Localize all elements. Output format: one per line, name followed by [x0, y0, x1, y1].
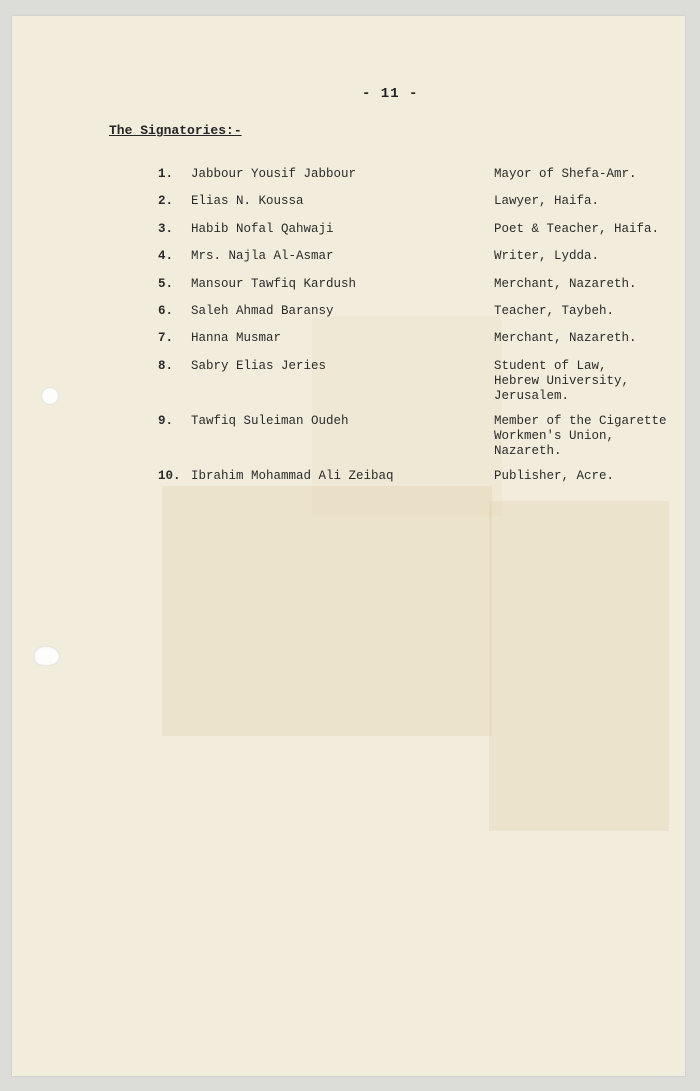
- signatory-name: Tawfiq Suleiman Oudeh: [191, 414, 349, 428]
- signatory-role: Writer, Lydda.: [494, 249, 600, 263]
- punch-hole: [41, 387, 59, 405]
- paper-stain: [162, 486, 492, 736]
- signatory-role: Merchant, Nazareth.: [494, 331, 637, 345]
- signatory-role: Poet & Teacher, Haifa.: [494, 222, 660, 236]
- signatory-number: 4.: [158, 249, 174, 263]
- signatory-number: 9.: [158, 414, 174, 428]
- signatory-name: Habib Nofal Qahwaji: [191, 222, 334, 236]
- signatory-name: Saleh Ahmad Baransy: [191, 304, 334, 318]
- signatory-number: 10.: [158, 469, 181, 483]
- signatory-role: Member of the Cigarette Workmen's Union, Nazareth.: [494, 414, 667, 458]
- punch-hole: [34, 646, 60, 666]
- signatory-number: 6.: [158, 304, 174, 318]
- signatory-number: 1.: [158, 167, 174, 181]
- signatory-name: Elias N. Koussa: [191, 194, 304, 208]
- signatory-name: Jabbour Yousif Jabbour: [191, 167, 357, 181]
- signatory-name: Sabry Elias Jeries: [191, 359, 327, 373]
- signatory-role: Mayor of Shefa-Amr.: [494, 167, 637, 181]
- signatory-role: Student of Law, Hebrew University, Jerusalem.: [494, 359, 630, 403]
- signatory-number: 5.: [158, 277, 174, 291]
- signatory-number: 2.: [158, 194, 174, 208]
- signatory-name: Ibrahim Mohammad Ali Zeibaq: [191, 469, 394, 483]
- signatory-role: Merchant, Nazareth.: [494, 277, 637, 291]
- signatory-number: 8.: [158, 359, 174, 373]
- page-number: - 11 -: [362, 86, 419, 102]
- signatory-number: 7.: [158, 331, 174, 345]
- signatory-name: Hanna Musmar: [191, 331, 282, 345]
- signatory-name: Mansour Tawfiq Kardush: [191, 277, 357, 291]
- signatory-role: Teacher, Taybeh.: [494, 304, 615, 318]
- section-heading: The Signatories:-: [109, 123, 242, 138]
- signatory-name: Mrs. Najla Al-Asmar: [191, 249, 334, 263]
- signatory-role: Lawyer, Haifa.: [494, 194, 600, 208]
- paper-stain: [489, 501, 669, 831]
- signatory-number: 3.: [158, 222, 174, 236]
- signatory-role: Publisher, Acre.: [494, 469, 615, 483]
